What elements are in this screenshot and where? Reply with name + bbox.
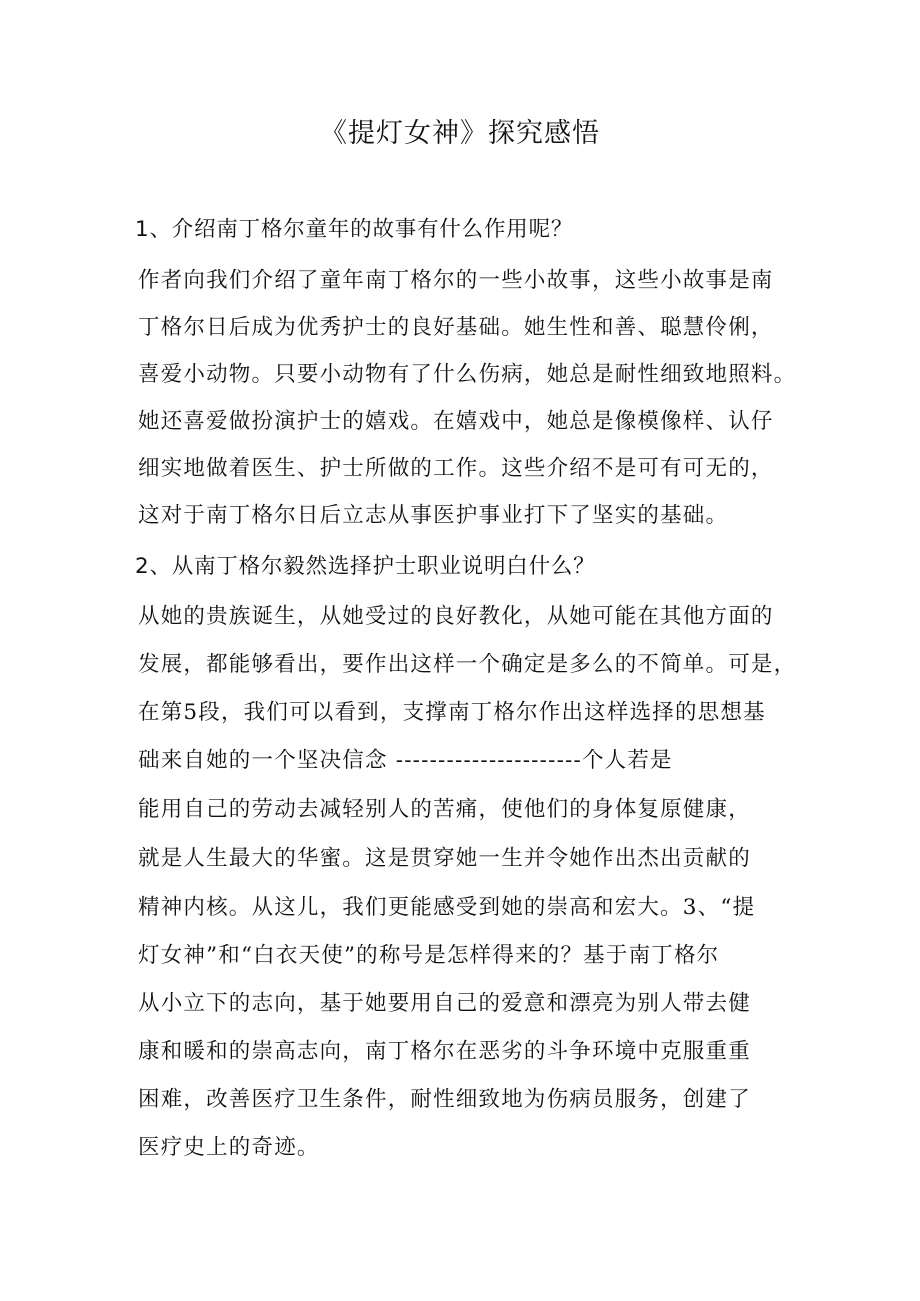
text-line: 康和暖和的崇高志向，南丁格尔在恶劣的斗争环境中克服重重 [138,1039,751,1064]
text-line: 喜爱小动物。只要小动物有了什么伤病，她总是耐性细致地照料。 [138,362,797,387]
text-line: 精神内核。从这儿，我们更能感受到她的崇高和宏大。3、“提 [138,895,756,920]
text-line: 作者向我们介绍了童年南丁格尔的一些小故事，这些小故事是南 [138,268,774,293]
text-line: 从小立下的志向，基于她要用自己的爱意和漂亮为别人带去健 [138,991,751,1016]
text-line: 她还喜爱做扮演护士的嬉戏。在嬉戏中，她总是像模像样、认仔 [138,409,774,434]
text-line: 细实地做着医生、护士所做的工作。这些介绍不是可有可无的， [138,456,774,481]
text-line: 困难，改善医疗卫生条件，耐性细致地为伤病员服务，创建了 [138,1087,751,1112]
text-line: 这对于南丁格尔日后立志从事医护事业打下了坚实的基础。 [138,503,729,528]
text-line: 能用自己的劳动去减轻别人的苦痛，使他们的身体复原健康， [138,797,751,822]
text-line: 灯女神”和“白衣天使”的称号是怎样得来的？基于南丁格尔 [138,943,720,968]
question-2: 2、从南丁格尔毅然选择护士职业说明白什么？ [135,554,596,579]
text-line: 发展，都能够看出，要作出这样一个确定是多么的不简单。可是， [138,652,797,677]
text-line: 在第5段，我们可以看到，支撑南丁格尔作出这样选择的思想基 [138,700,766,725]
document-title: 《提灯女神》探究感悟 [320,118,600,149]
text-line: 医疗史上的奇迹。 [138,1135,320,1160]
text-line: 丁格尔日后成为优秀护士的良好基础。她生性和善、聪慧伶俐， [138,315,774,340]
text-line: 础来自她的一个坚决信念 ----------------------个人若是 [138,748,673,773]
question-1: 1、介绍南丁格尔童年的故事有什么作用呢？ [135,217,574,242]
text-line: 从她的贵族诞生，从她受过的良好教化，从她可能在其他方面的 [138,604,774,629]
text-line: 就是人生最大的华蜜。这是贯穿她一生并令她作出杰出贡献的 [138,846,751,871]
